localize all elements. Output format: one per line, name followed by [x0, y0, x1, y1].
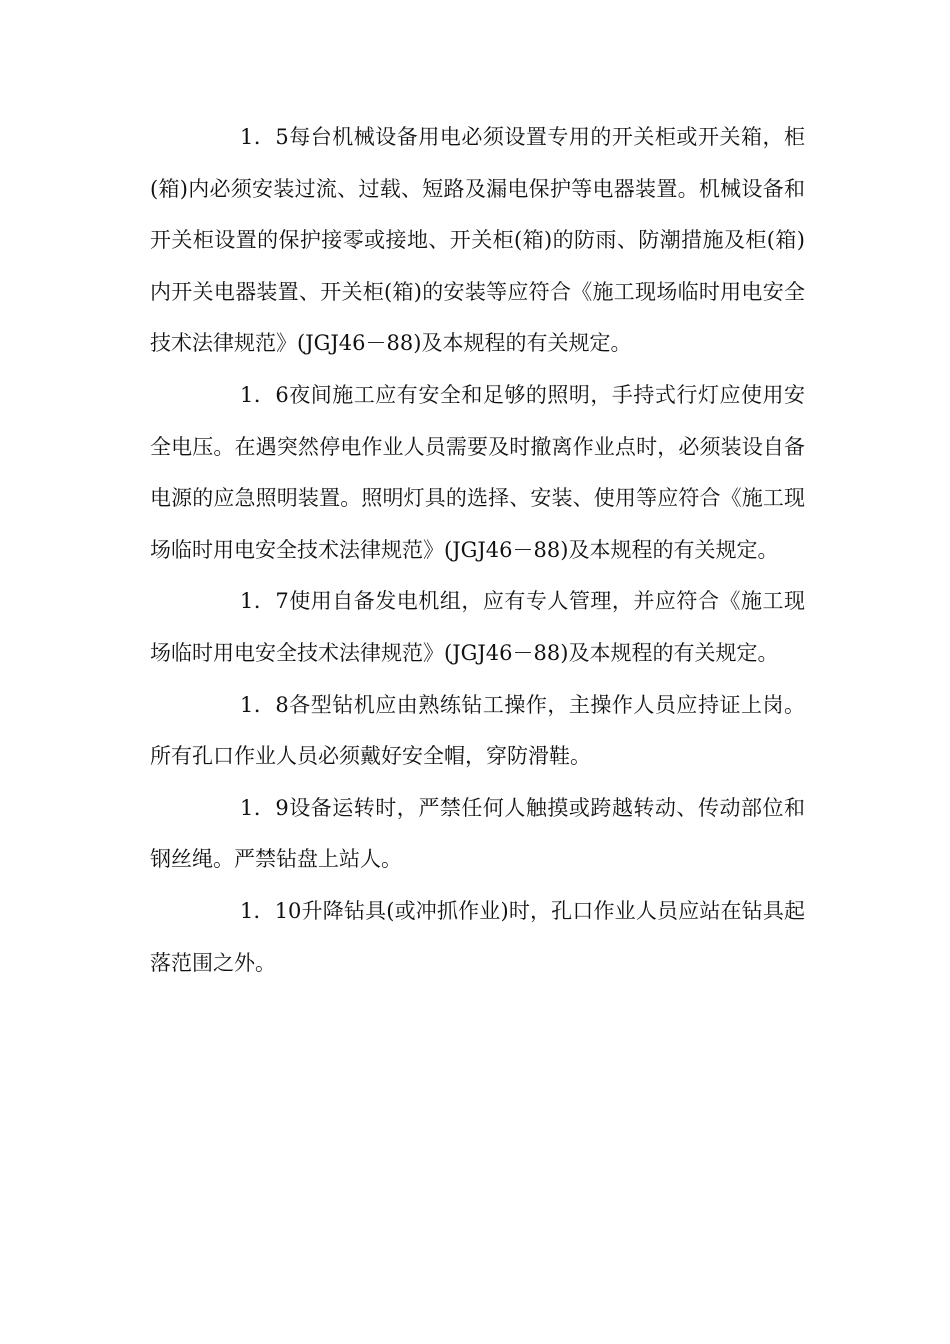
paragraph-1-9: 1．9设备运转时，严禁任何人触摸或跨越转动、传动部位和钢丝绳。严禁钻盘上站人。 [150, 795, 805, 872]
paragraph-1-10: 1．10升降钻具(或冲抓作业)时，孔口作业人员应站在钻具起落范围之外。 [150, 898, 805, 975]
paragraph-1-7: 1．7使用自备发电机组，应有专人管理，并应符合《施工现场临时用电安全技术法律规范》(JGJ46－88)及本规程的有关规定。 [150, 589, 805, 665]
document-body [150, 112, 805, 989]
paragraph-1-6: 1．6夜间施工应有安全和足够的照明，手持式行灯应使用安全电压。在遇突然停电作业人员需要及时撤离作业点时，必须装设自备电源的应急照明装置。照明灯具的选择、安装、使用等应符合《施工现场临时用电安全技术法律规范》(JGJ46－88)及本规程的有关规定。 [150, 382, 805, 562]
paragraph-1-5: 1．5每台机械设备用电必须设置专用的开关柜或开关箱，柜(箱)内必须安装过流、过载、短路及漏电保护等电器装置。机械设备和开关柜设置的保护接零或接地、开关柜(箱)的防雨、防潮措施及柜(箱)内开关电器装置、开关柜(箱)的安装等应符合《施工现场临时用电安全技术法律规范》(JGJ46－88)及本规程的有关规定。 [150, 125, 805, 356]
paragraph-1-8: 1．8各型钻机应由熟练钻工操作，主操作人员应持证上岗。所有孔口作业人员必须戴好安全帽，穿防滑鞋。 [150, 692, 805, 769]
